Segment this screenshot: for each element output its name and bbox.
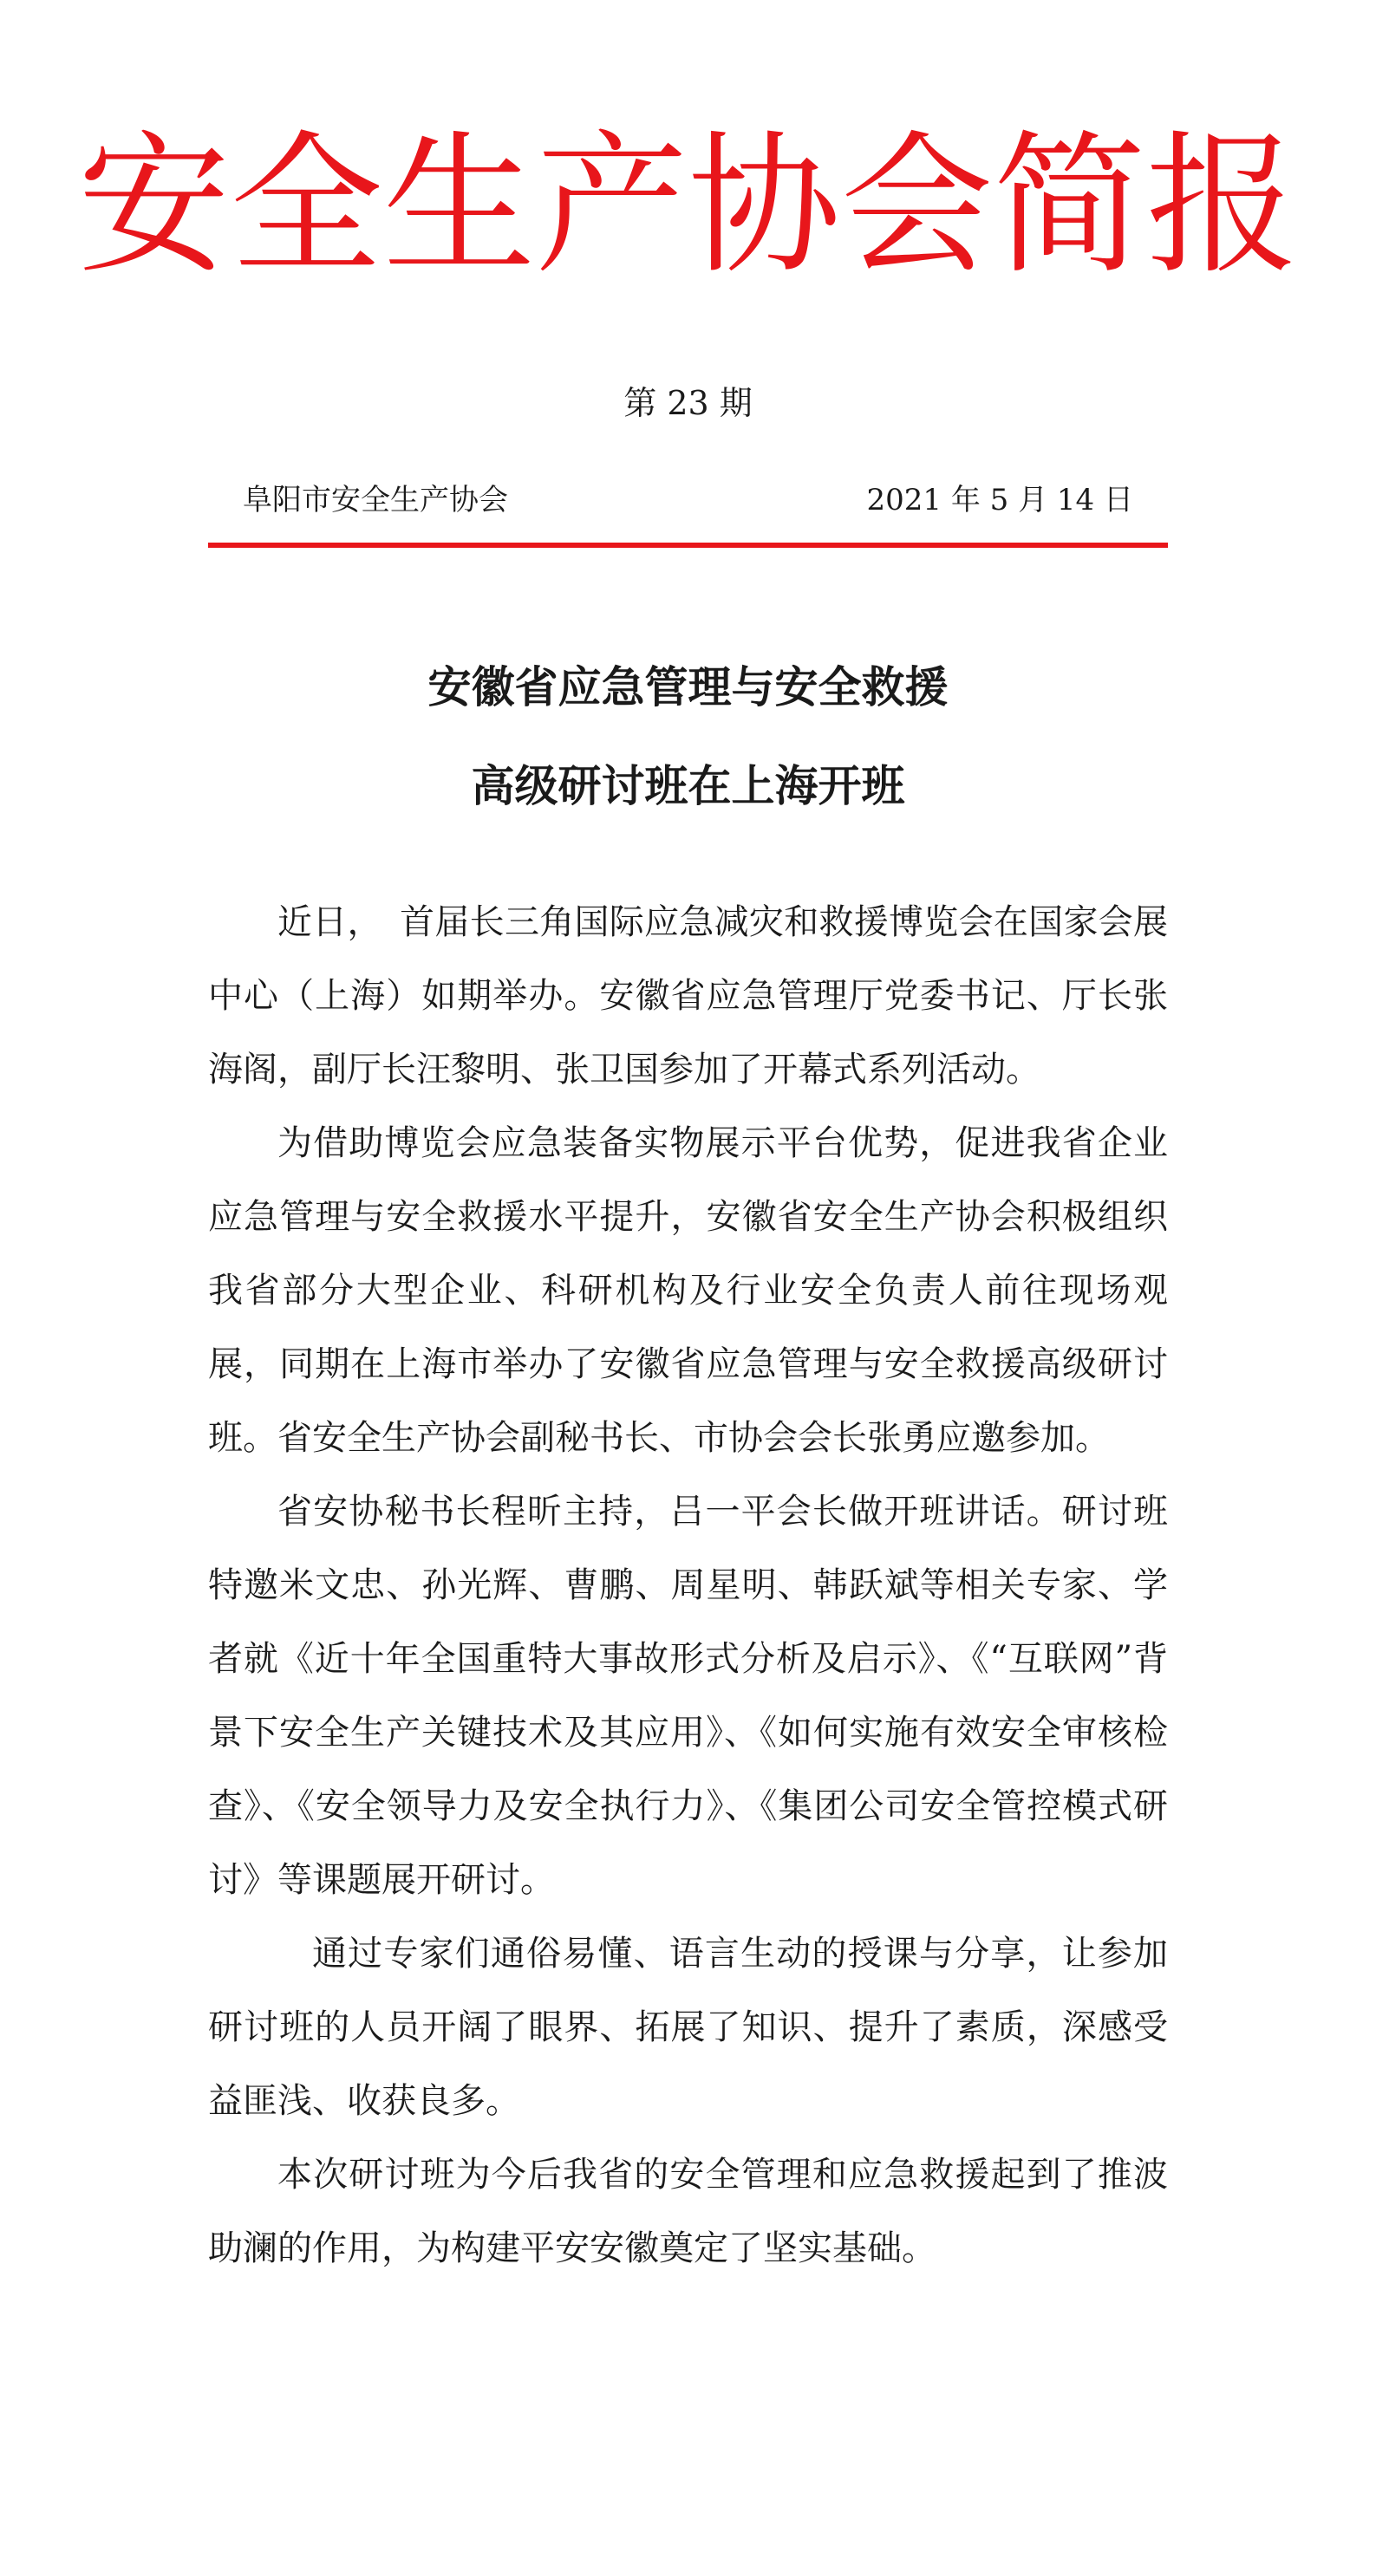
paragraph-1: 近日， 首届长三角国际应急减灾和救援博览会在国家会展中心（上海）如期举办。安徽省应急管理厅党委书记、厅长张海阁，副厅长汪黎明、张卫国参加了开幕式系列活动。 bbox=[208, 902, 1168, 1090]
paragraph-2: 为借助博览会应急装备实物展示平台优势，促进我省企业应急管理与安全救援水平提升，安徽省安全生产协会积极组织我省部分大型企业、科研机构及行业安全负责人前往现场观展，同期在上海市举办了安徽省应急管理与安全救援高级研讨班。省安全生产协会副秘书长、市协会会长张勇应邀参加。 bbox=[208, 1123, 1168, 1458]
paragraph-5: 本次研讨班为今后我省的安全管理和应急救援起到了推波助澜的作用，为构建平安安徽奠定了坚实基础。 bbox=[208, 2155, 1168, 2268]
issuing-organization: 阜阳市安全生产协会 bbox=[243, 483, 508, 517]
masthead-title: 安全生产协会简报 bbox=[77, 117, 1299, 295]
issue-number: 第 23 期 bbox=[623, 384, 753, 422]
article-title-line-2: 高级研讨班在上海开班 bbox=[471, 761, 905, 811]
red-divider bbox=[208, 543, 1168, 548]
article-title-line-1: 安徽省应急管理与安全救援 bbox=[427, 662, 949, 712]
issue-date: 2021 年 5 月 14 日 bbox=[866, 483, 1133, 517]
paragraph-4: 通过专家们通俗易懂、语言生动的授课与分享，让参加研讨班的人员开阔了眼界、拓展了知识、提升了素质，深感受益匪浅、收获良多。 bbox=[208, 1934, 1168, 2121]
article-body bbox=[208, 886, 1168, 2286]
paragraph-3: 省安协秘书长程昕主持，吕一平会长做开班讲话。研讨班特邀米文忠、孙光辉、曹鹏、周星明、韩跃斌等相关专家、学者就《近十年全国重特大事故形式分析及启示》、《“互联网”背景下安全生产关键技术及其应用》、《如何实施有效安全审核检查》、《安全领导力及安全执行力》、《集团公司安全管控模式研讨》等课题展开研讨。 bbox=[208, 1492, 1168, 1900]
